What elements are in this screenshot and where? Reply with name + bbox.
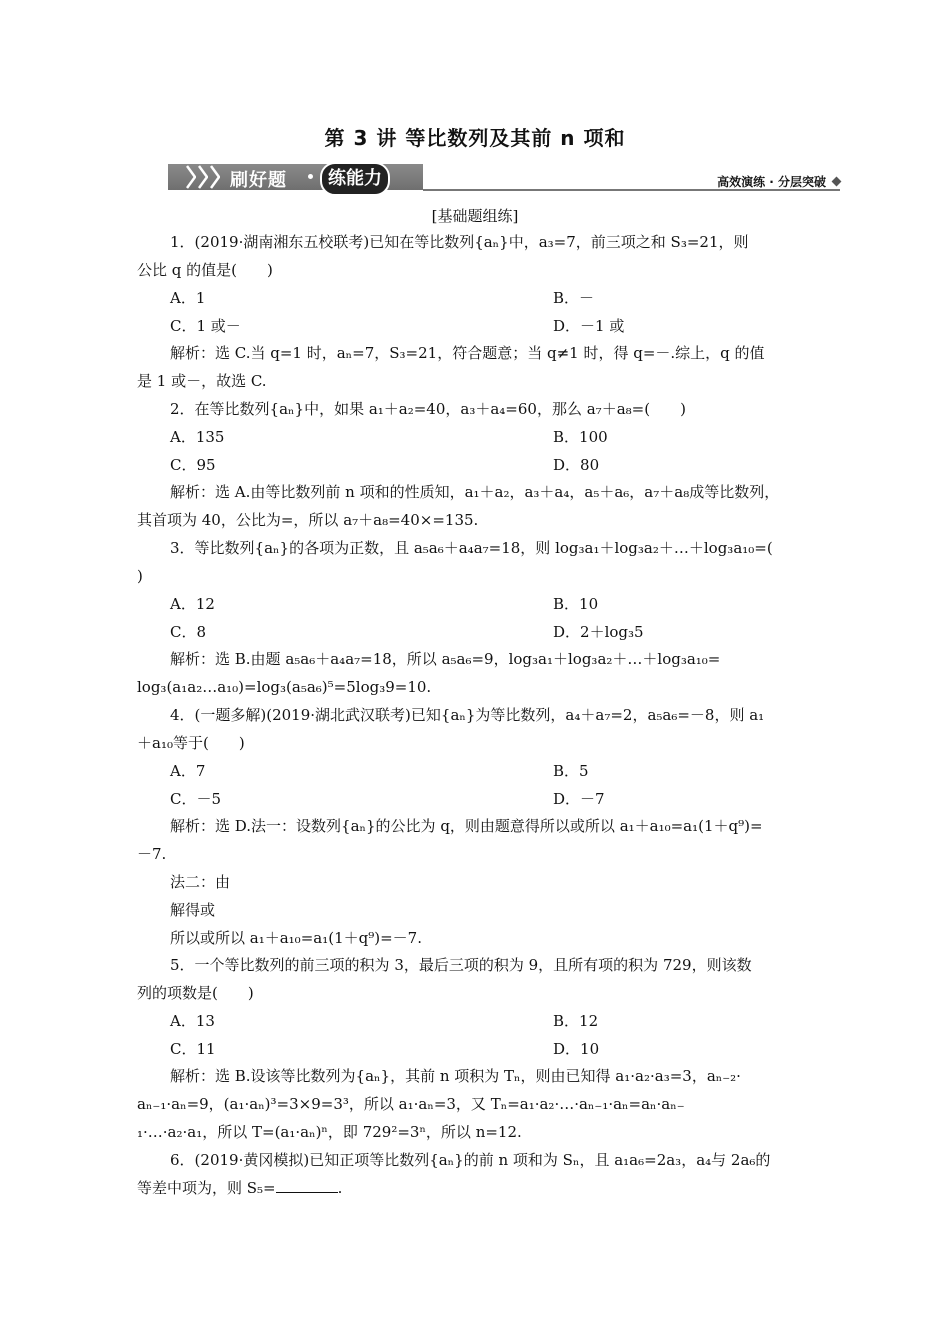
option-c: C．11 <box>170 1040 216 1058</box>
section-banner <box>168 162 840 194</box>
option-d: D．10 <box>553 1040 600 1058</box>
text-line: 4．(一题多解)(2019·湖北武汉联考)已知{aₙ}为等比数列，a₄＋a₇=2，a₅a₆=－8，则 a₁ <box>170 706 765 724</box>
text-line: ＋a₁₀等于( ) <box>137 734 245 752</box>
option-c: C．95 <box>170 456 216 474</box>
solution-line: ₁·…·a₂·a₁，所以 T=(a₁·aₙ)ⁿ，即 729²=3ⁿ，所以 n=12. <box>137 1123 522 1141</box>
page-title: 第 3 讲 等比数列及其前 n 项和 <box>324 126 626 150</box>
chevron-right-icon <box>210 164 220 190</box>
option-b: B．－ <box>553 289 595 307</box>
question-text: 等差中项为，则 S₅= <box>137 1179 276 1197</box>
solution-line: －7. <box>137 845 167 863</box>
option-c: C．8 <box>170 623 207 641</box>
solution-line: 解析：选 D.法一：设数列{aₙ}的公比为 q，则由题意得所以或所以 a₁＋a₁₀=a₁(1＋q⁹)= <box>170 817 763 835</box>
solution-line: 所以或所以 a₁＋a₁₀=a₁(1＋q⁹)=－7. <box>170 929 422 947</box>
banner-dot <box>308 174 313 179</box>
banner-right-text: 高效演练 · 分层突破 <box>717 175 826 189</box>
banner-left-text: 刷好题 <box>230 170 287 191</box>
solution-line: 解得或 <box>170 901 216 919</box>
answer-blank[interactable] <box>276 1178 338 1193</box>
solution-line: 其首项为 40，公比为=，所以 a₇＋a₈=40×=135. <box>137 511 479 529</box>
option-b: B．100 <box>553 428 608 446</box>
option-a: A．1 <box>170 289 206 307</box>
option-a: A．12 <box>170 595 215 613</box>
chevron-right-icon <box>186 164 196 190</box>
option-d: D．80 <box>553 456 600 474</box>
text-line: 1．(2019·湖南湘东五校联考)已知在等比数列{aₙ}中，a₃=7，前三项之和 S₃=21，则 <box>170 233 749 251</box>
solution-line: 法二：由 <box>170 873 231 891</box>
option-b: B．12 <box>553 1012 599 1030</box>
text-line: 3．等比数列{aₙ}的各项为正数，且 a₅a₆＋a₄a₇=18，则 log₃a₁＋log₃a₂＋…＋log₃a₁₀=( <box>170 539 773 557</box>
option-a: A．7 <box>170 762 206 780</box>
text-line: 列的项数是( ) <box>137 984 254 1002</box>
text-line: ) <box>137 567 143 585</box>
text-line: 6．(2019·黄冈模拟)已知正项等比数列{aₙ}的前 n 项和为 Sₙ，且 a₁a₆=2a₃，a₄与 2a₆的 <box>170 1151 771 1169</box>
solution-line: 是 1 或－，故选 C. <box>137 372 267 390</box>
solution-line: 解析：选 A.由等比数列前 n 项和的性质知，a₁＋a₂，a₃＋a₄，a₅＋a₆，a₇＋a₈成等比数列， <box>170 483 780 501</box>
solution-line: 解析：选 C.当 q=1 时，aₙ=7，S₃=21，符合题意；当 q≠1 时，得 q=－.综上，q 的值 <box>170 344 765 362</box>
option-b: B．10 <box>553 595 599 613</box>
solution-line: log₃(a₁a₂…a₁₀)=log₃(a₅a₆)⁵=5log₃9=10. <box>137 678 432 696</box>
option-c: C．1 或－ <box>170 317 241 335</box>
solution-line: aₙ₋₁·aₙ=9，(a₁·aₙ)³=3×9=3³，所以 a₁·aₙ=3，又 Tₙ=a₁·a₂·…·aₙ₋₁·aₙ=aₙ·aₙ₋ <box>137 1095 685 1113</box>
diamond-icon <box>832 177 842 187</box>
option-d: D．2＋log₃5 <box>553 623 644 641</box>
section-heading: [基础题组练] <box>431 207 519 225</box>
text-line-with-blank <box>137 1178 342 1198</box>
sentence-end: . <box>337 1179 343 1197</box>
solution-line: 解析：选 B.由题 a₅a₆＋a₄a₇=18，所以 a₅a₆=9，log₃a₁＋log₃a₂＋…＋log₃a₁₀= <box>170 650 721 668</box>
option-a: A．135 <box>170 428 225 446</box>
chevron-right-icon <box>198 164 208 190</box>
option-d: D．－1 或 <box>553 317 625 335</box>
text-line: 5．一个等比数列的前三项的积为 3，最后三项的积为 9，且所有项的积为 729，则该数 <box>170 956 752 974</box>
option-c: C．－5 <box>170 790 222 808</box>
option-d: D．－7 <box>553 790 605 808</box>
banner-pill: 练能力 <box>320 162 390 196</box>
solution-line: 解析：选 B.设该等比数列为{aₙ}，其前 n 项积为 Tₙ，则由已知得 a₁·a₂·a₃=3，aₙ₋₂· <box>170 1067 741 1085</box>
text-line: 2．在等比数列{aₙ}中，如果 a₁＋a₂=40，a₃＋a₄=60，那么 a₇＋a₈=( ) <box>170 400 686 418</box>
option-a: A．13 <box>170 1012 215 1030</box>
text-line: 公比 q 的值是( ) <box>137 261 273 279</box>
option-b: B．5 <box>553 762 589 780</box>
